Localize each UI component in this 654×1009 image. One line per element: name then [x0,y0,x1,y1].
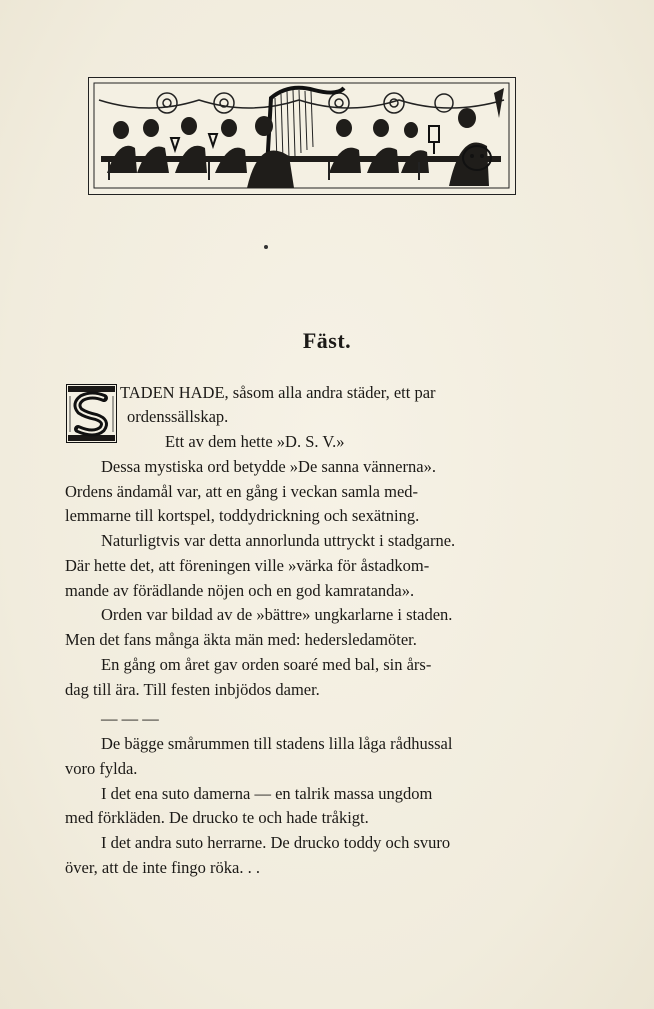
header-vignette-illustration [88,77,516,195]
paragraph-9-line-1: I det ena suto damerna — en talrik massa ungdom [101,784,433,803]
paragraph-9-line-2: med förkläden. De drucko te och hade tråkigt. [65,808,369,827]
paragraph-4-line-1: Ordens ändamål var, att en gång i veckan samla med- [65,482,419,501]
paragraph-10-line-1: I det andra suto herrarne. De drucko toddy och svuro [101,833,451,852]
paragraph-8-line-2: voro fylda. [65,759,138,778]
paragraph-10-line-2: över, att de inte fingo röka. . . [65,858,260,877]
paragraph-3: Dessa mystiska ord betydde »De sanna vännerna». [101,457,436,476]
paragraph-7-line-2: dag till ära. Till festen inbjödos damer. [65,680,320,699]
paragraph-5-line-2: Där hette det, att föreningen ville »värka för åstadkom- [65,556,430,575]
paragraph-7-line-1: En gång om året gav orden soaré med bal, sin års- [101,655,432,674]
paragraph-5-line-3: mande av förädlande nöjen och en god kamratanda». [65,581,415,600]
paragraph-2: Ett av dem hette »D. S. V.» [165,432,345,451]
paragraph-5-line-1: Naturligtvis var detta annorlunda uttryckt i stadgarne. [101,531,456,550]
paragraph-4-line-2: lemmarne till kortspel, toddydrickning och sexätning. [65,506,420,525]
stray-ink-dot [264,245,268,249]
chapter-title: Fäst. [302,328,352,353]
paragraph-6-line-2: Men det fans många äkta män med: hedersledamöter. [65,630,417,649]
paragraph-8-line-1: De bägge smårummen till stadens lilla låga rådhussal [101,734,453,753]
section-separator: — — — [101,709,159,728]
paragraph-6-line-1: Orden var bildad av de »bättre» ungkarlarne i staden. [101,605,453,624]
paragraph-1-line-1: TADEN HADE, såsom alla andra städer, ett par [120,383,436,402]
paragraph-1-line-2: ordenssällskap. [127,407,229,426]
decorated-initial-letter [66,384,117,443]
